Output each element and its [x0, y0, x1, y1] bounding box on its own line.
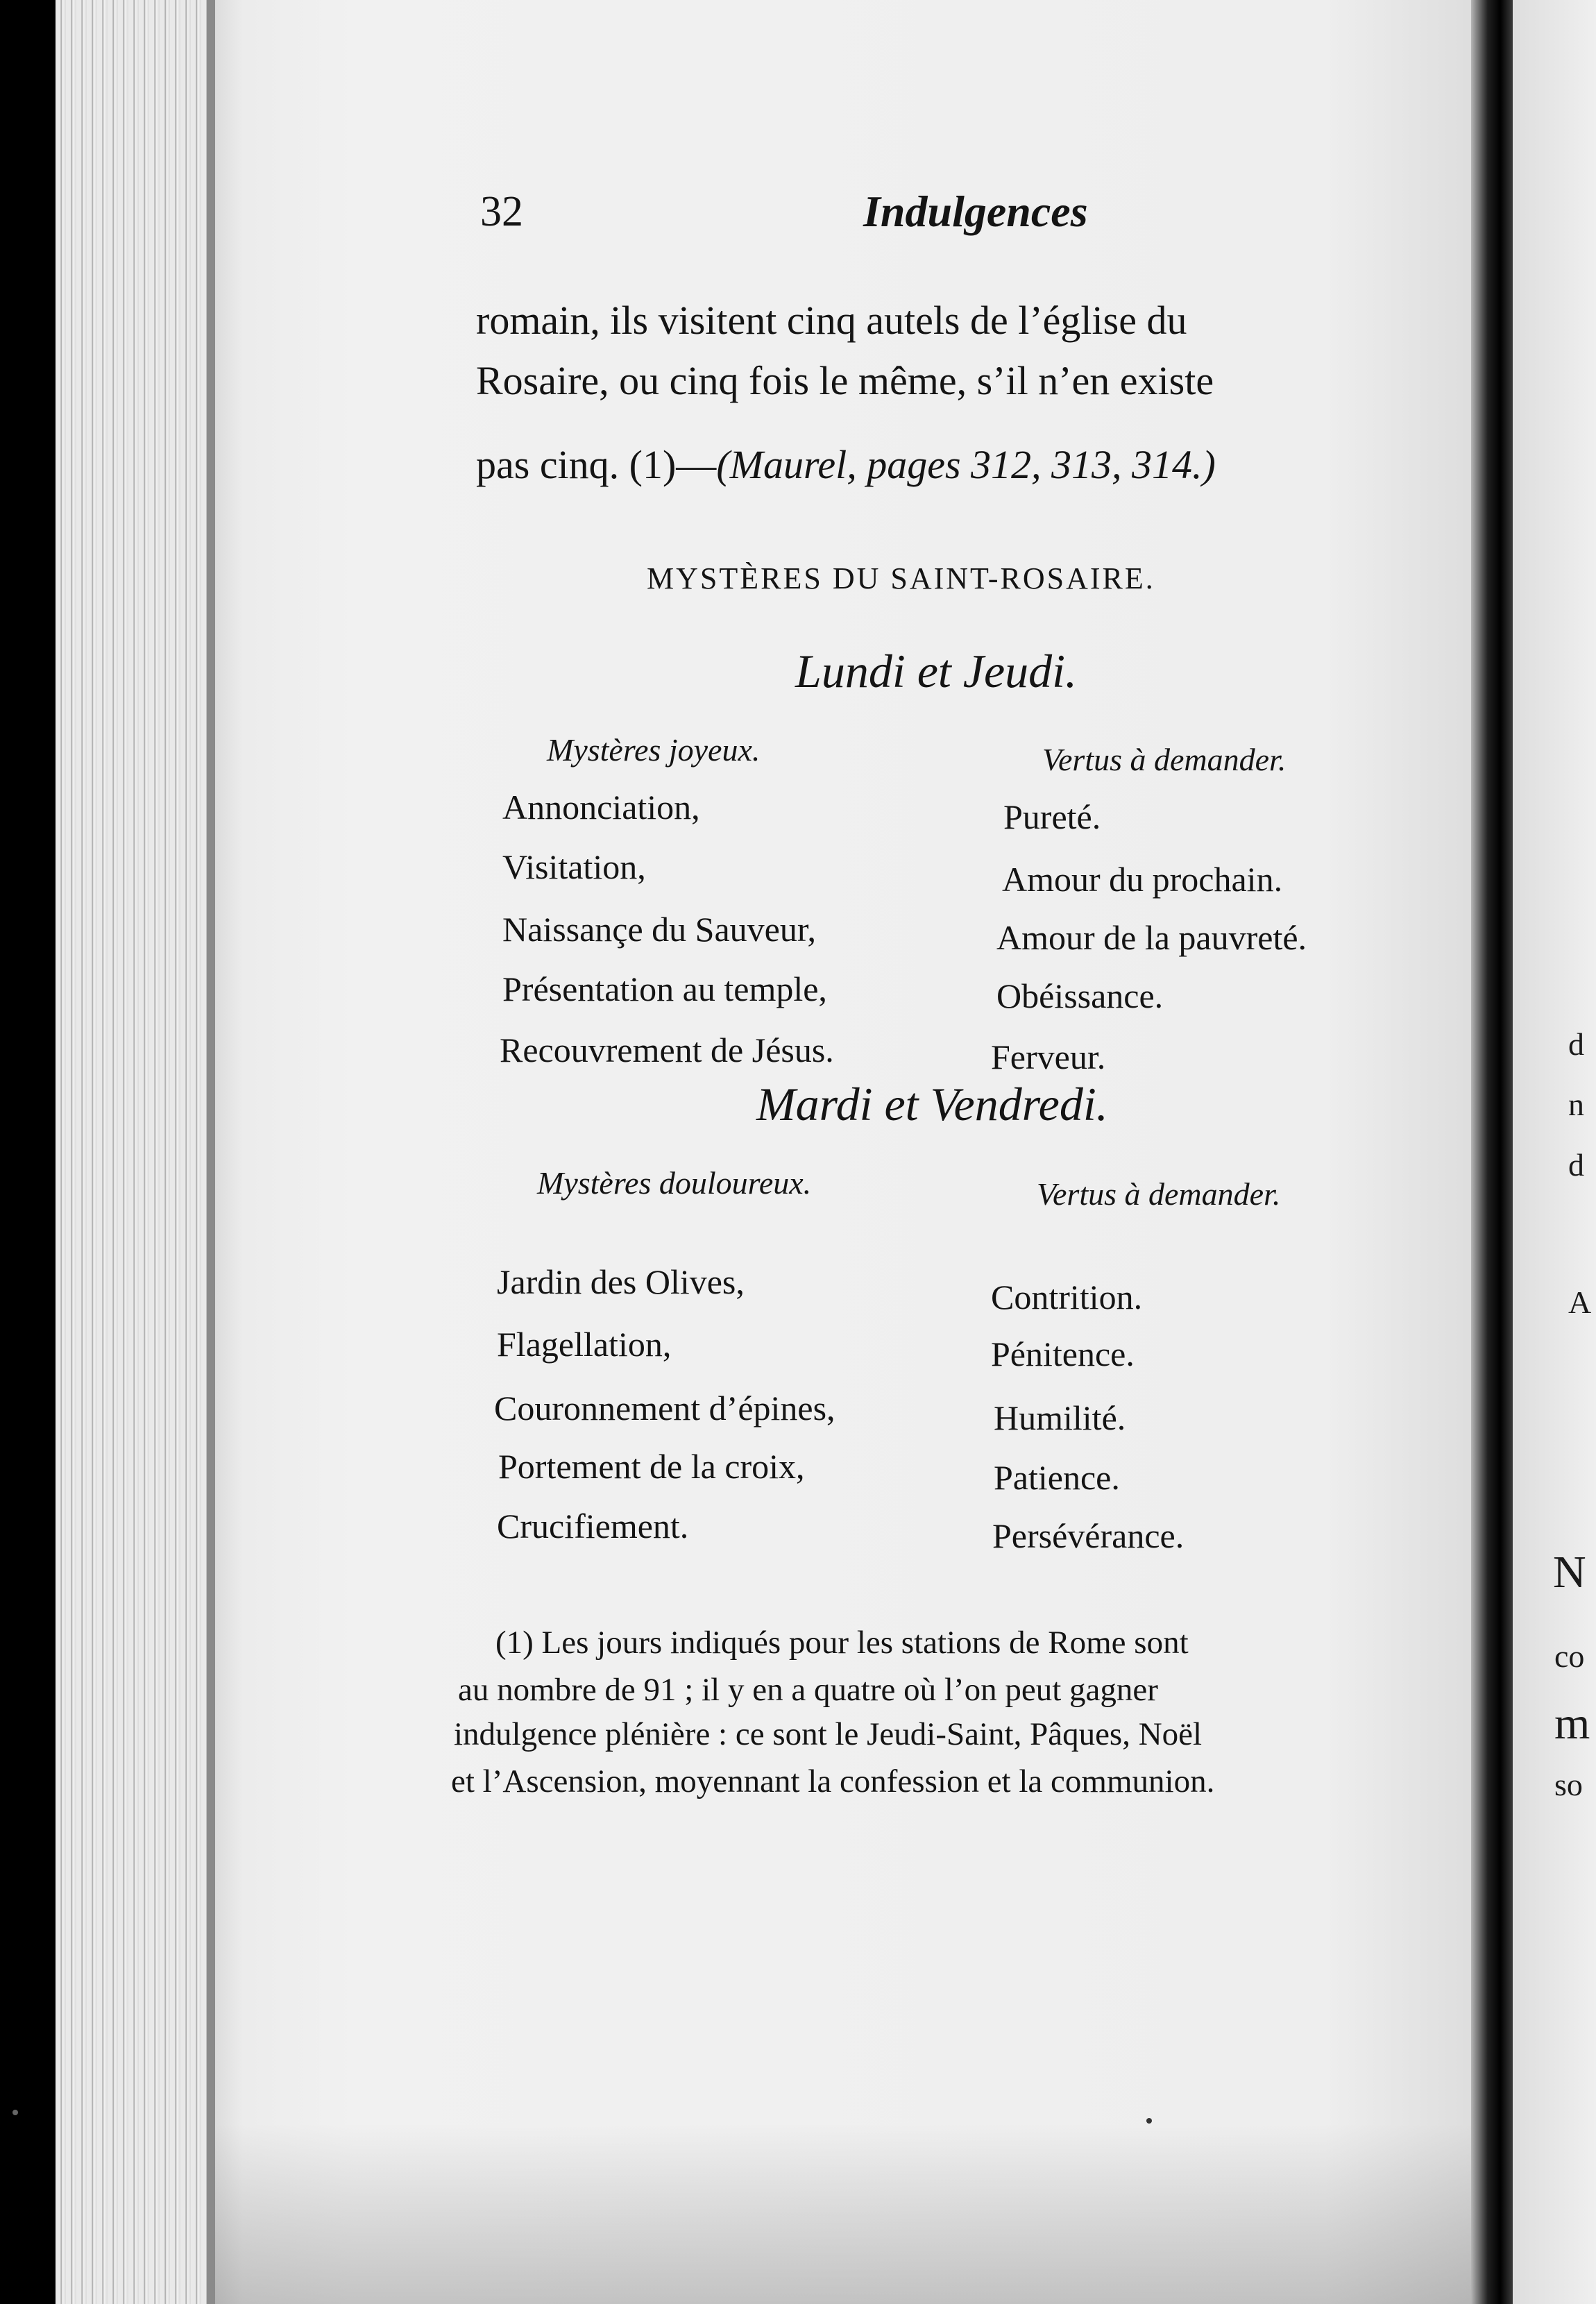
body-line: romain, ils visitent cinq autels de l’église du — [476, 298, 1187, 343]
column-header-mysteries: Mystères douloureux. — [537, 1165, 812, 1201]
mystery-item: Flagellation, — [497, 1325, 672, 1364]
section-title: MYSTÈRES DU SAINT-ROSAIRE. — [647, 561, 1155, 595]
body-line-last — [476, 441, 1216, 488]
virtue-item: Persévérance. — [992, 1516, 1185, 1555]
virtue-item: Ferveur. — [991, 1037, 1106, 1076]
adjacent-fragment: N — [1553, 1547, 1586, 1598]
footnote-line: au nombre de 91 ; il y en a quatre où l’on peut gagner — [458, 1672, 1158, 1708]
virtue-item: Humilité. — [994, 1398, 1126, 1437]
virtue-item: Obéissance. — [996, 976, 1164, 1015]
footnote-line: indulgence plénière : ce sont le Jeudi-Saint, Pâques, Noël — [454, 1716, 1203, 1752]
column-header-virtues: Vertus à demander. — [1042, 742, 1287, 777]
page-shadow — [215, 2124, 1504, 2304]
mystery-item: Présentation au temple, — [502, 969, 827, 1008]
adjacent-fragment: A — [1568, 1285, 1592, 1320]
virtue-item: Pénitence. — [991, 1335, 1135, 1373]
virtue-item: Patience. — [994, 1458, 1120, 1497]
adjacent-fragment: n — [1568, 1087, 1584, 1122]
adjacent-fragment: m — [1554, 1698, 1590, 1749]
adjacent-fragment: so — [1554, 1767, 1583, 1802]
adjacent-fragment: d — [1568, 1026, 1584, 1062]
scan-speck — [12, 2110, 18, 2115]
mystery-item: Annonciation, — [502, 788, 700, 827]
book-page — [215, 0, 1504, 2304]
mystery-item: Recouvrement de Jésus. — [500, 1031, 834, 1069]
body-line: Rosaire, ou cinq fois le même, s’il n’en existe — [476, 358, 1214, 403]
day-heading: Mardi et Vendredi. — [756, 1078, 1108, 1130]
mystery-item: Jardin des Olives, — [497, 1262, 745, 1301]
footnote-line: (1) Les jours indiqués pour les stations de Rome sont — [495, 1625, 1189, 1661]
running-title: Indulgences — [863, 187, 1088, 236]
column-header-virtues: Vertus à demander. — [1037, 1176, 1281, 1212]
virtue-item: Amour de la pauvreté. — [996, 918, 1307, 957]
footnote-line: et l’Ascension, moyennant la confession et la communion. — [451, 1763, 1215, 1799]
adjacent-fragment: co — [1554, 1638, 1585, 1674]
ink-speck — [1146, 2118, 1152, 2124]
adjacent-fragment: d — [1568, 1147, 1584, 1183]
virtue-item: Amour du prochain. — [1002, 860, 1283, 899]
virtue-item: Contrition. — [991, 1278, 1143, 1316]
page-number: 32 — [480, 188, 523, 235]
page-edges — [56, 0, 215, 2304]
virtue-item: Pureté. — [1003, 797, 1101, 836]
mystery-item: Portement de la croix, — [498, 1447, 805, 1486]
body-line-text: pas cinq. (1)— — [476, 442, 717, 487]
mystery-item: Crucifiement. — [497, 1507, 689, 1545]
scan-border-left — [0, 0, 56, 2304]
mystery-item: Naissançe du Sauveur, — [502, 910, 817, 949]
book-gutter — [1471, 0, 1513, 2304]
adjacent-page — [1513, 0, 1596, 2304]
citation: (Maurel, pages 312, 313, 314.) — [716, 442, 1216, 487]
day-heading: Lundi et Jeudi. — [795, 645, 1078, 697]
mystery-item: Visitation, — [502, 847, 646, 886]
column-header-mysteries: Mystères joyeux. — [547, 732, 761, 768]
mystery-item: Couronnement d’épines, — [494, 1389, 835, 1428]
